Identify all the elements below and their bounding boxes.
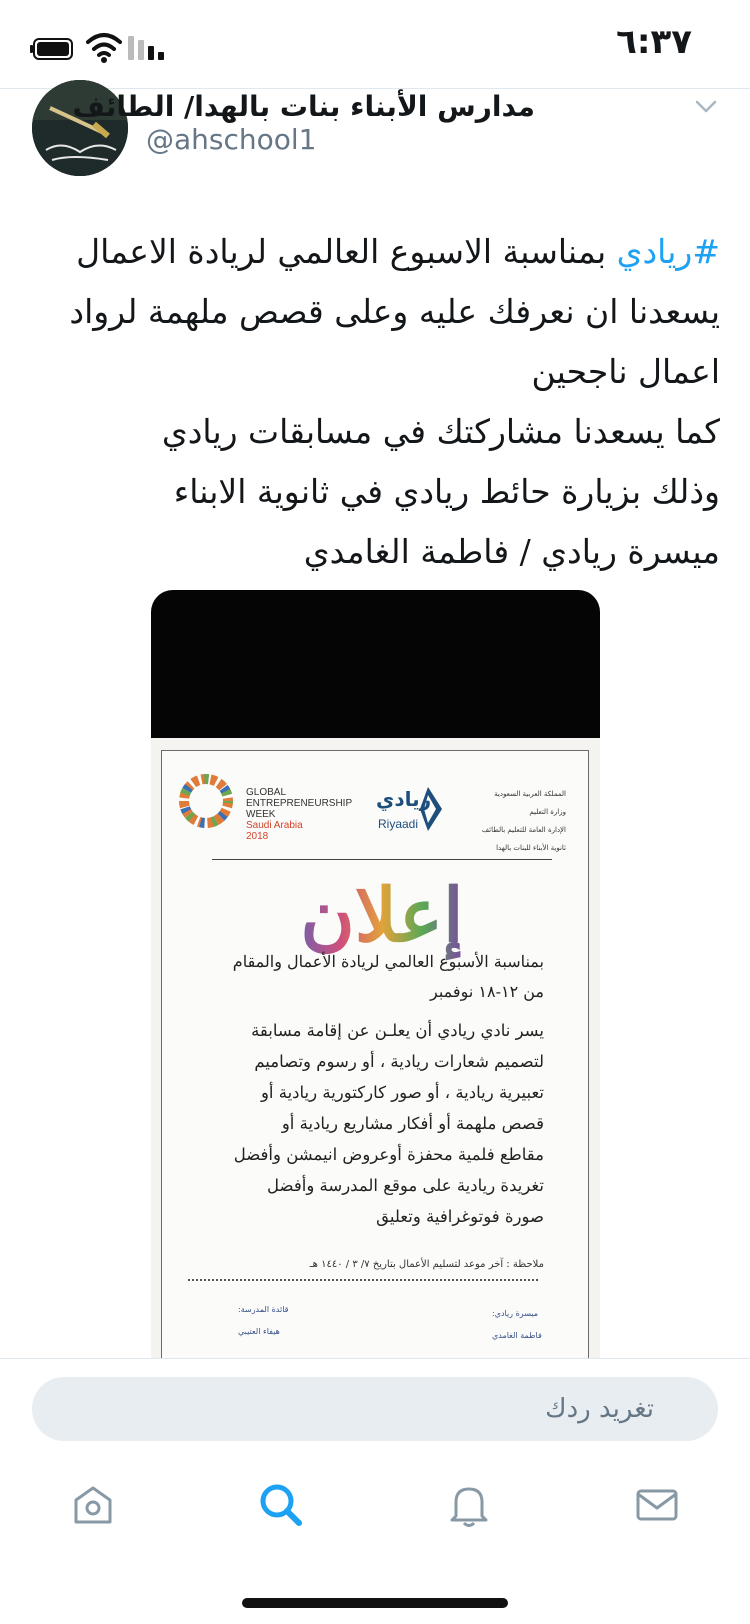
wifi-icon: [84, 28, 124, 68]
principal-title: قائدة المدرسة:: [238, 1305, 289, 1314]
home-icon[interactable]: [68, 1480, 118, 1530]
tweet-line-text: بمناسبة الاسبوع العالمي لريادة الاعمال: [76, 232, 607, 271]
tweet-line: اعمال ناجحين: [531, 352, 720, 391]
tweet-line: كما يسعدنا مشاركتك في مسابقات ريادي: [161, 412, 720, 451]
search-icon[interactable]: [256, 1480, 306, 1530]
body-line: صورة فوتوغرافية وتعليق: [376, 1207, 544, 1226]
intro-line: من ١٢-١٨ نوفمبر: [430, 982, 544, 1001]
battery-icon: [30, 28, 78, 68]
signal-icon: [128, 28, 172, 68]
intro-line: بمناسبة الأسبوع العالمي لريادة الأعمال والمقام: [232, 952, 544, 971]
body-line: مقاطع فلمية محفزة أوعروض انيمشن وأفضل: [233, 1145, 544, 1164]
mail-icon[interactable]: [632, 1480, 682, 1530]
dotted-divider: [188, 1279, 538, 1281]
bell-icon[interactable]: [444, 1480, 494, 1530]
riyaadi-english: Riyaadi: [378, 817, 419, 831]
facilitator-title: ميسرة ريادي:: [492, 1309, 539, 1318]
announcement-paper: [161, 750, 589, 1360]
status-time: ٦:٣٧: [616, 22, 692, 62]
announcement-body: [184, 947, 544, 1232]
entrepreneurship-week-logo: [176, 771, 236, 831]
entrepreneurship-week-text: GLOBAL ENTREPRENEURSHIP WEEK Saudi Arabia 2018: [246, 787, 353, 842]
reply-bar: [0, 1358, 750, 1453]
tweet-header: [0, 88, 750, 198]
deadline-note: ملاحظة : آخر موعد لتسليم الأعمال بتاريخ ٧/ ٣ / ١٤٤٠ هـ: [309, 1259, 544, 1270]
status-bar: [0, 0, 750, 89]
reply-input[interactable]: [32, 1377, 718, 1441]
riyaadi-arabic: ريادي: [376, 787, 432, 811]
hashtag-link[interactable]: #ريادي: [616, 232, 720, 271]
photo-dark-area: [151, 590, 600, 738]
body-line: تعبيرية ريادية ، أو صور كاركتورية ريادية أو: [260, 1083, 544, 1102]
principal-name: هيفاء العتيبي: [238, 1327, 280, 1336]
facilitator-name: فاطمة الغامدي: [492, 1331, 542, 1340]
tweet-line: يسعدنا ان نعرفك عليه وعلى قصص ملهمة لرواد: [69, 292, 720, 331]
chevron-down-icon[interactable]: [692, 92, 720, 120]
tweet-text: [44, 222, 720, 582]
user-handle[interactable]: @ahschool1: [146, 123, 317, 156]
tweet-line: وذلك بزيارة حائط ريادي في ثانوية الابناء: [173, 472, 720, 511]
home-indicator[interactable]: [242, 1598, 508, 1608]
body-line: لتصميم شعارات ريادية ، أو رسوم وتصاميم: [254, 1052, 544, 1071]
tweet-photo[interactable]: [151, 590, 600, 1360]
svg-text:إعلان: إعلان: [300, 873, 464, 959]
status-icons: [30, 28, 170, 68]
tweet-line: ميسرة ريادي / فاطمة الغامدي: [303, 532, 720, 571]
display-name[interactable]: مدارس الأبناء بنات بالهدا/ الطائف: [72, 90, 535, 123]
body-line: يسر نادي ريادي أن يعلـن عن إقامة مسابقة: [251, 1021, 544, 1040]
body-line: تغريدة ريادية على موقع المدرسة وأفضل: [267, 1176, 544, 1195]
header-divider: [212, 859, 552, 860]
reply-placeholder: تغريد ردك: [545, 1394, 654, 1424]
body-line: قصص ملهمة أو أفكار مشاريع ريادية أو: [281, 1114, 544, 1133]
ministry-header: المملكة العربية السعودية وزارة التعليم الإدارة العامة للتعليم بالطائف ثانوية الأبناء للبنات بالهدا: [481, 790, 566, 852]
tweet-line: [44, 222, 720, 282]
